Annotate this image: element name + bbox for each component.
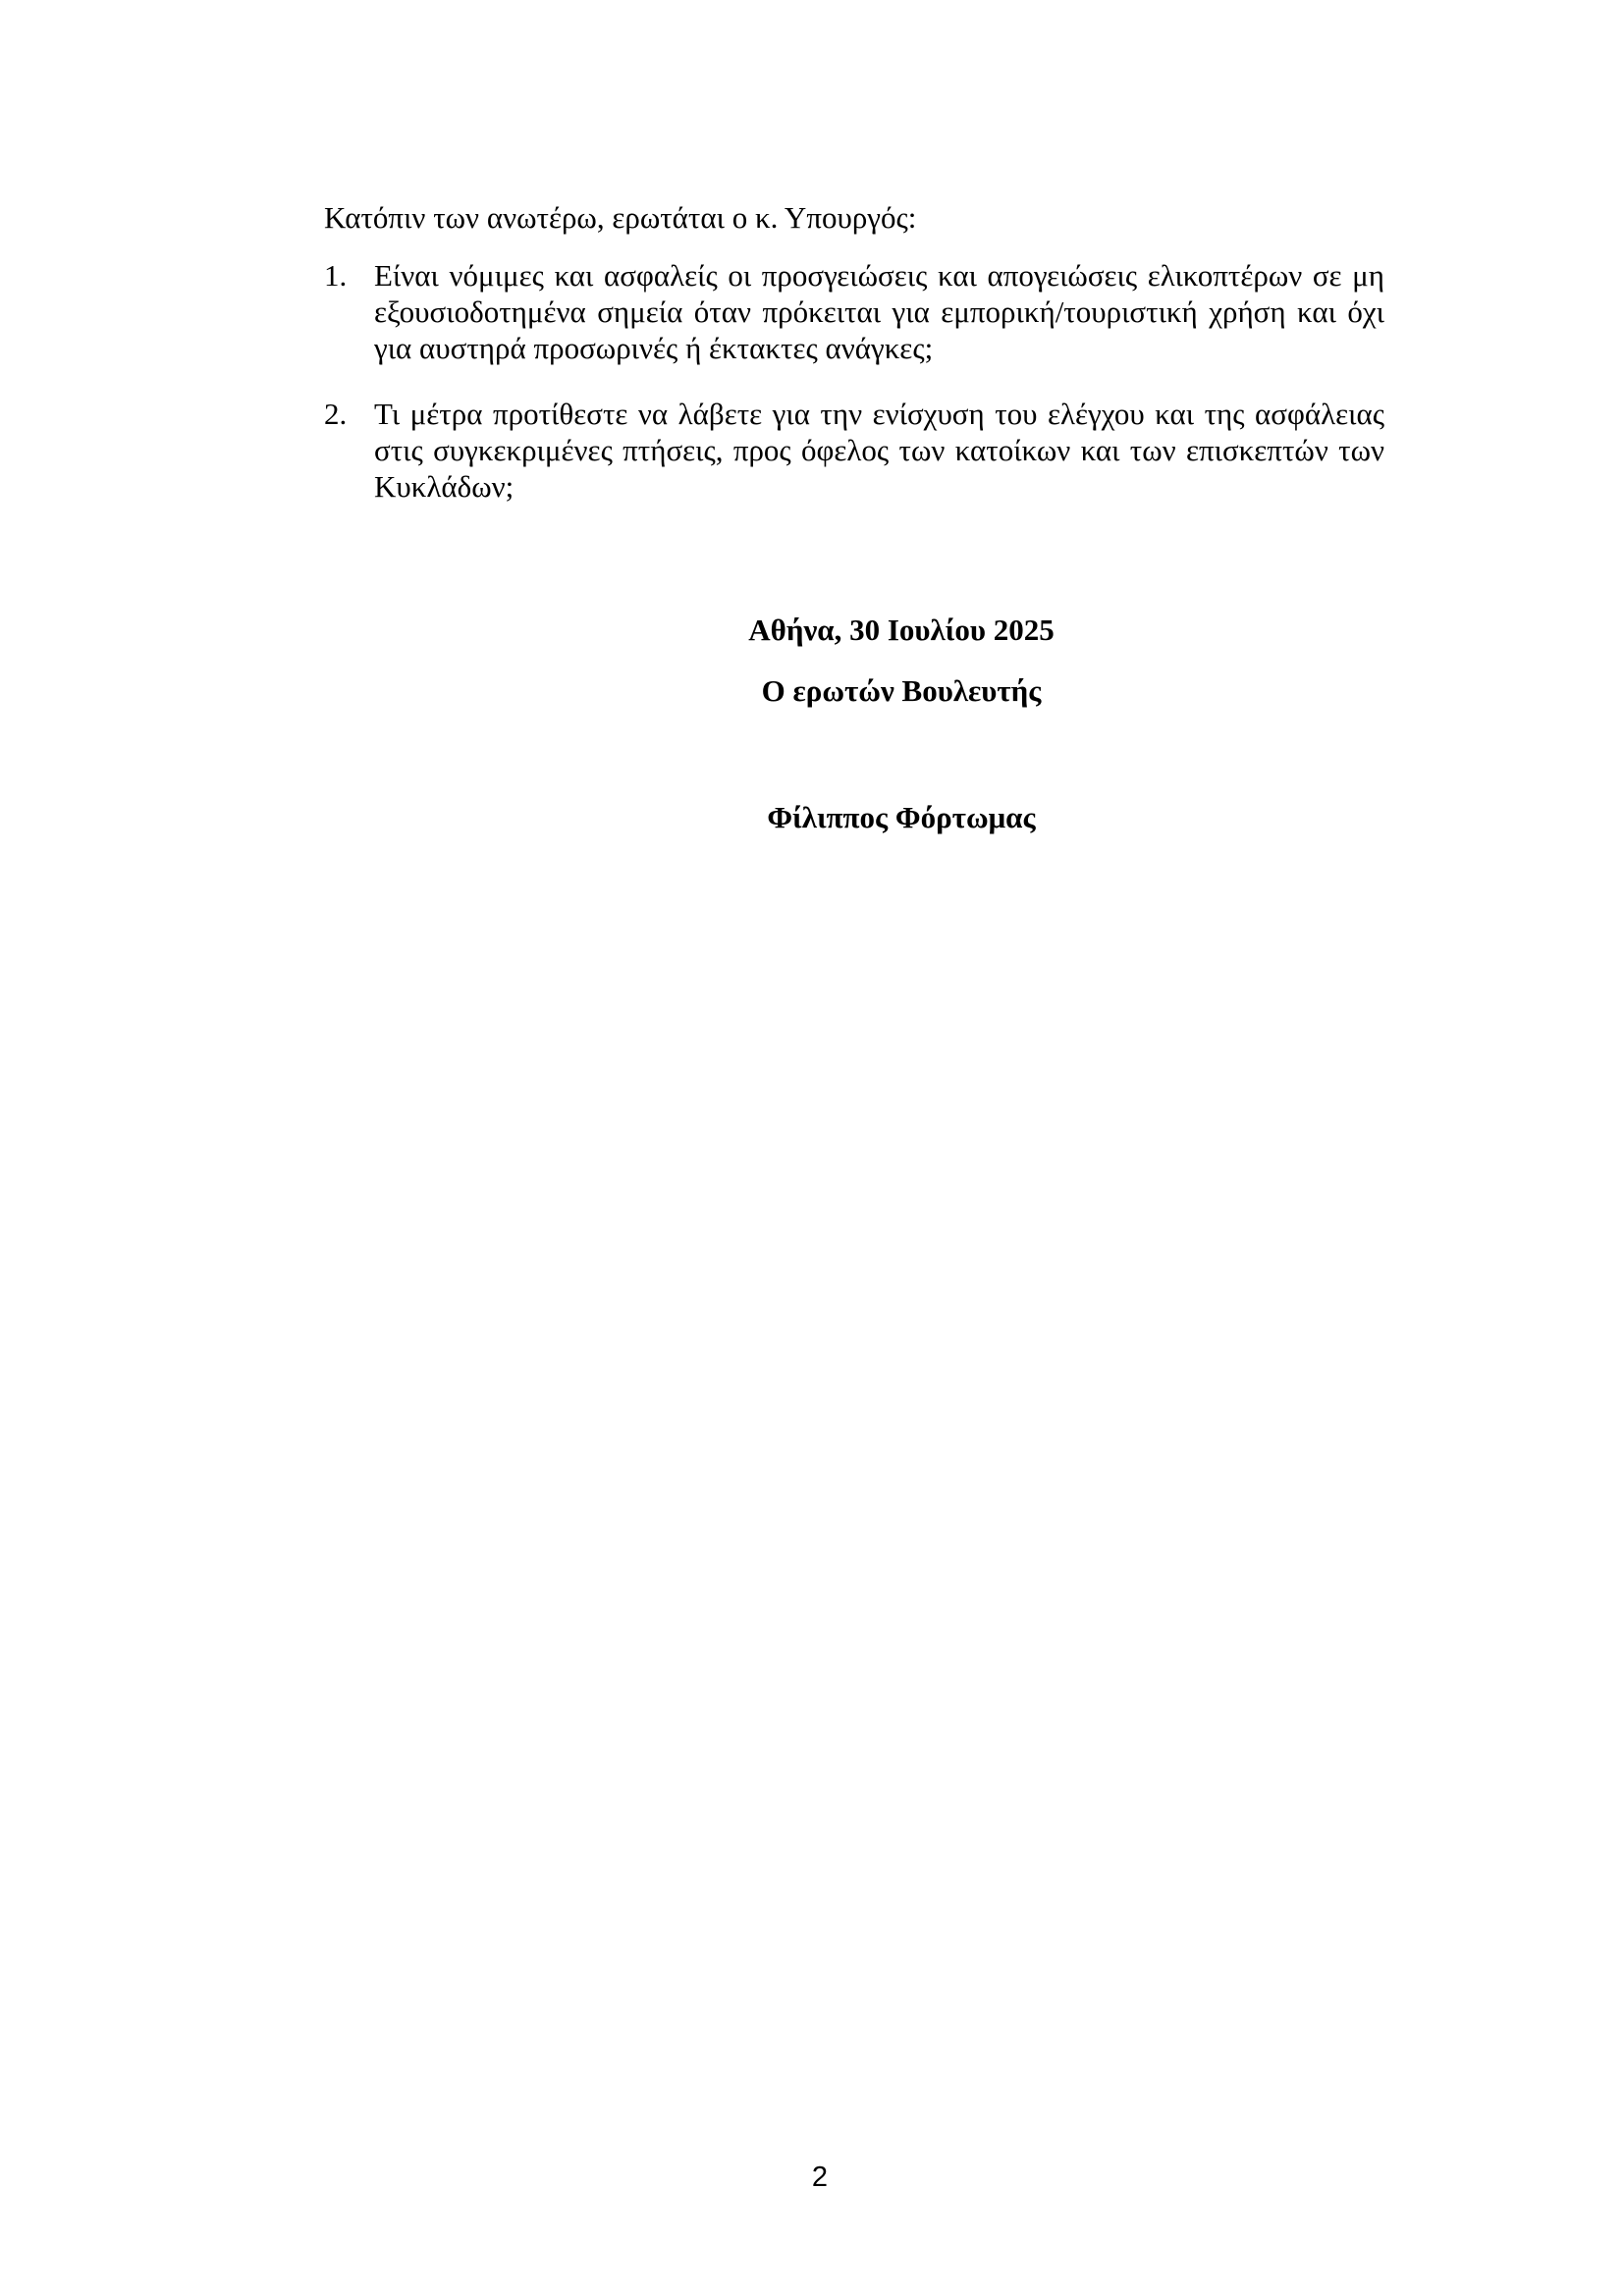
page-number: 2	[811, 2162, 829, 2193]
intro-paragraph: Κατόπιν των ανωτέρω, ερωτάται ο κ. Υπουργός:	[324, 200, 917, 235]
question-number: 2.	[324, 397, 348, 431]
signature-role: Ο ερωτών Βουλευτής	[761, 673, 1042, 708]
signature-date: Αθήνα, 30 Ιουλίου 2025	[748, 613, 1055, 647]
question-item	[324, 396, 1384, 505]
question-text: Είναι νόμιμες και ασφαλείς οι προσγειώσεις και απογειώσεις ελικοπτέρων σε μη εξουσιοδοτημένα σημεία όταν πρόκειται για εμπορική/τουριστική χρήση και όχι για αυστηρά προσωρινές ή έκτακτες ανάγκες;	[374, 258, 1384, 365]
question-number: 1.	[324, 258, 348, 293]
question-text: Τι μέτρα προτίθεστε να λάβετε για την ενίσχυση του ελέγχου και της ασφάλειας στις συγκεκριμένες πτήσεις, προς όφελος των κατοίκων και των επισκεπτών των Κυκλάδων;	[374, 397, 1384, 504]
signature-name: Φίλιππος Φόρτωμας	[767, 800, 1036, 834]
question-item	[324, 257, 1384, 366]
questions-list	[324, 257, 1384, 534]
